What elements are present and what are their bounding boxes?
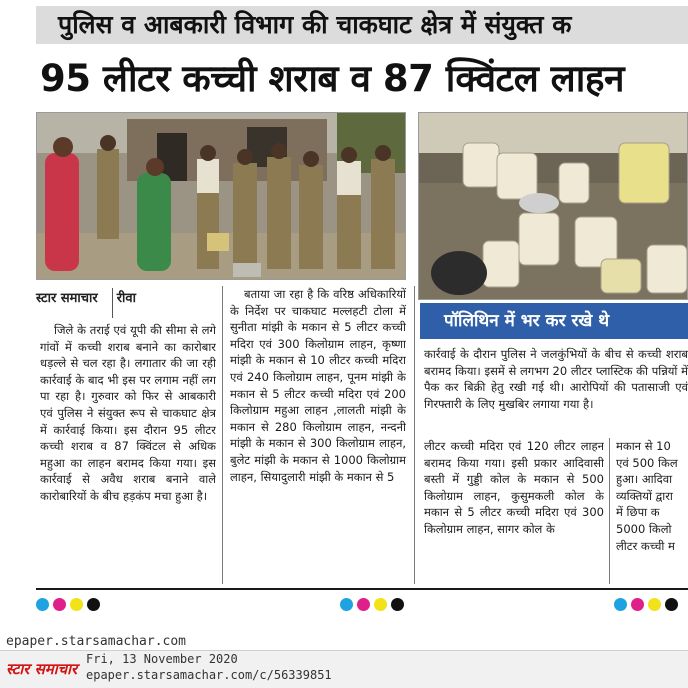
seized-containers-photo xyxy=(418,112,688,300)
headline-top: पुलिस व आबकारी विभाग की चाकघाट क्षेत्र में संयुक्त क xyxy=(36,6,688,44)
yellow-dot xyxy=(70,598,83,611)
registration-marks xyxy=(36,598,100,611)
byline-agency: स्टार समाचार xyxy=(36,291,98,306)
column-5-line: लीटर कच्ची म xyxy=(616,538,675,553)
black-dot xyxy=(87,598,100,611)
cyan-dot xyxy=(36,598,49,611)
article-column-1: जिले के तराई एवं यूपी की सीमा से लगे गांवों में कच्ची शराब बनाने का कारोबार धड़ल्ले से चल रहा है। लगातार की जा रही कार्रवाई के बाद भी इस पर लगाम नहीं लग पा रहा है। गुरुवार को फिर से आबकारी एवं पुलिस ने संयुक्त रूप से चाकघाट क्षेत्र में कार्रवाई किया। इस दौरान 95 लीटर कच्ची शराब व 87 क्विंटल से अधिक महुआ का लाहन बरामद किया गया। इस कार्रवाई से अवैध शराब बनाने वाले कारोबारियों के बीच हड़कंप मचा हुआ है। xyxy=(40,323,216,503)
clip-link[interactable]: epaper.starsamachar.com/c/56339851 xyxy=(86,668,332,682)
epaper-url[interactable]: epaper.starsamachar.com xyxy=(6,634,187,649)
magenta-dot xyxy=(631,598,644,611)
column-divider xyxy=(414,286,415,584)
yellow-dot xyxy=(648,598,661,611)
article-column-2: बताया जा रहा है कि वरिष्ठ अधिकारियों के निर्देश पर चाकघाट मल्लहटी टोला में सुनीता मांझी के मकान से 5 लीटर कच्ची मदिरा एवं 300 किलोग्राम लाहन, कृष्णा मांझी के मकान से 10 लीटर कच्ची मदिरा एवं 240 किलोग्राम लाहन, पूनम मांझी के मकान से 5 लीटर कच्ची मदिरा एवं 200 किलोग्राम महुआ लाहन ,लालती मांझी के मकान से 280 किलोग्राम लाहन, नन्दनी मांझी के मकान से 300 किलोग्राम लाहन, बुलेट मांझी के मकान से 1000 किलोग्राम लाहन, सियादुलारी मांझी के मकान से 5 xyxy=(230,287,406,484)
column-divider xyxy=(609,438,610,584)
registration-marks xyxy=(614,598,678,611)
yellow-dot xyxy=(374,598,387,611)
byline-place: रीवा xyxy=(116,291,136,306)
cyan-dot xyxy=(614,598,627,611)
bottom-rule xyxy=(36,588,688,590)
cyan-dot xyxy=(340,598,353,611)
magenta-dot xyxy=(53,598,66,611)
police-raid-photo xyxy=(36,112,406,280)
magenta-dot xyxy=(357,598,370,611)
photo-caption-heading: पॉलिथिन में भर कर रखे थे xyxy=(420,303,688,339)
byline xyxy=(36,288,136,318)
column-5-line: एवं 500 किल xyxy=(616,455,678,470)
black-dot xyxy=(391,598,404,611)
column-divider xyxy=(222,286,223,584)
edition-date: Fri, 13 November 2020 xyxy=(86,652,238,666)
column-5-line: 5000 किलो xyxy=(616,521,672,536)
black-dot xyxy=(665,598,678,611)
article-column-5 xyxy=(616,438,688,584)
column-5-line: मकान से 10 xyxy=(616,439,671,453)
article-column-4: लीटर कच्ची मदिरा एवं 120 लीटर लाहन बरामद किया गया। इसी प्रकार आदिवासी बस्ती में गुड्डी कोल के मकान से 500 किलोग्राम लाहन, कुसुमकली कोल के मकान से 5 लीटर कच्ची मदिरा एवं 300 किलोग्राम लाहन, सागर कोल के xyxy=(424,439,604,536)
column-5-line: में छिपा क xyxy=(616,505,660,520)
column-5-line: व्यक्तियों द्वारा xyxy=(616,488,673,503)
column-5-line: हुआ। आदिवा xyxy=(616,472,673,487)
byline-separator xyxy=(112,288,113,318)
registration-marks xyxy=(340,598,404,611)
article-column-3: कार्रवाई के दौरान पुलिस ने जलकुंभियों के बीच से कच्ची शराब बरामद किया। इसमें से लगभग 20 लीटर प्लास्टिक की पन्नियों में पैक कर बिक्री हेतु रखी गई थी। आरोपियों की पतासाजी एवं गिरफ्तारी के लिए मुखबिर लगाया गया है। xyxy=(424,347,688,411)
headline-main: 95 लीटर कच्ची शराब व 87 क्विंटल लाहन xyxy=(40,57,625,100)
star-samachar-logo: स्टार समाचार xyxy=(6,660,78,678)
